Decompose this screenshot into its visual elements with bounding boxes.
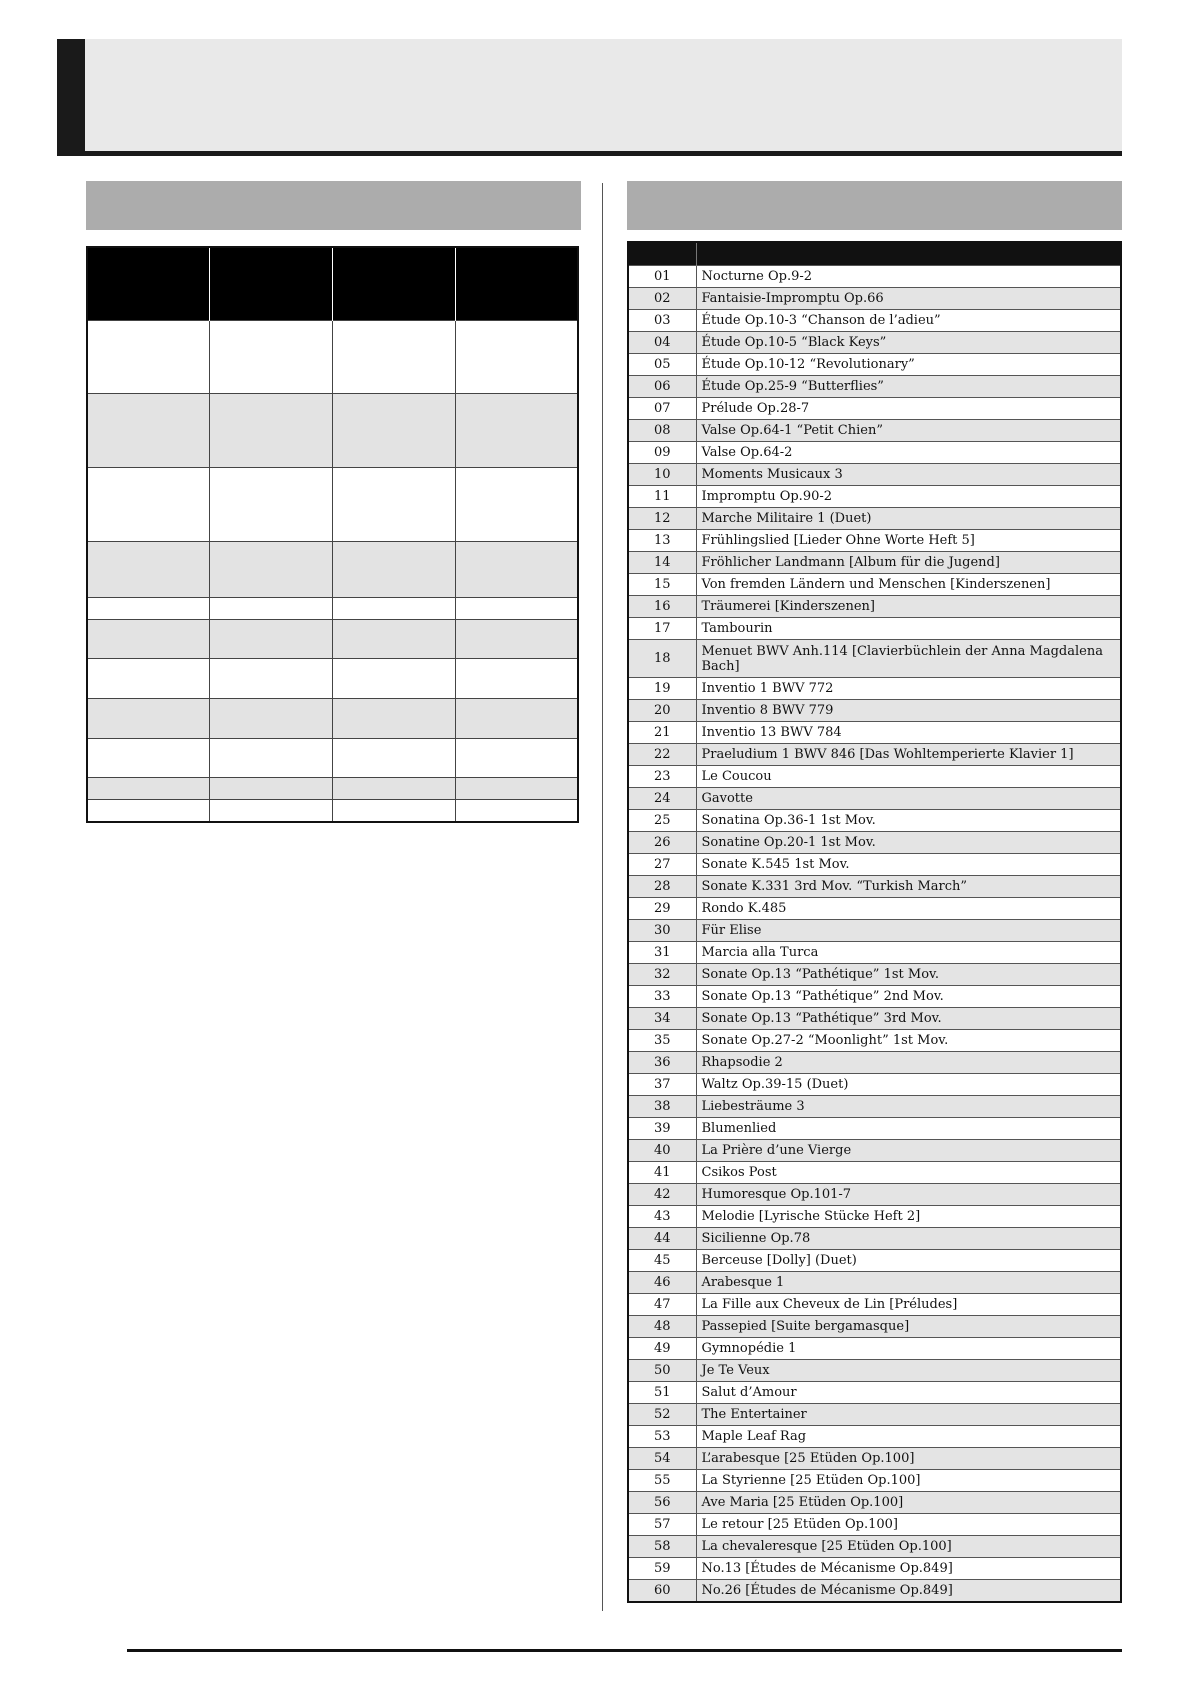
song-row — [628, 744, 1121, 766]
left-table-header-cell — [210, 247, 333, 321]
song-row — [628, 640, 1121, 678]
song-number: 54 — [628, 1448, 696, 1470]
song-number: 48 — [628, 1316, 696, 1338]
song-title: La Styrienne [25 Etüden Op.100] — [696, 1470, 1121, 1492]
song-table-header-row — [628, 242, 1121, 266]
song-row — [628, 354, 1121, 376]
song-title: No.13 [Études de Mécanisme Op.849] — [696, 1558, 1121, 1580]
song-row — [628, 1536, 1121, 1558]
song-row — [628, 942, 1121, 964]
song-title: Sonate Op.13 “Pathétique” 1st Mov. — [696, 964, 1121, 986]
song-title: Passepied [Suite bergamasque] — [696, 1316, 1121, 1338]
song-number: 53 — [628, 1426, 696, 1448]
song-row — [628, 854, 1121, 876]
song-title: Liebesträume 3 — [696, 1096, 1121, 1118]
song-title: Étude Op.10-5 “Black Keys” — [696, 332, 1121, 354]
song-row — [628, 1162, 1121, 1184]
song-title: Salut d’Amour — [696, 1382, 1121, 1404]
song-title: Rhapsodie 2 — [696, 1052, 1121, 1074]
song-title: Étude Op.10-3 “Chanson de l’adieu” — [696, 310, 1121, 332]
song-title: Le retour [25 Etüden Op.100] — [696, 1514, 1121, 1536]
song-number: 13 — [628, 530, 696, 552]
song-row — [628, 618, 1121, 640]
song-number-header — [628, 242, 696, 266]
song-row — [628, 1360, 1121, 1382]
table-row — [87, 542, 578, 598]
song-number: 16 — [628, 596, 696, 618]
table-row — [87, 699, 578, 739]
song-row — [628, 1470, 1121, 1492]
song-title: La chevaleresque [25 Etüden Op.100] — [696, 1536, 1121, 1558]
song-row — [628, 788, 1121, 810]
table-row — [87, 394, 578, 468]
song-number: 20 — [628, 700, 696, 722]
song-title: Sonate Op.27-2 “Moonlight” 1st Mov. — [696, 1030, 1121, 1052]
song-number: 59 — [628, 1558, 696, 1580]
song-number: 24 — [628, 788, 696, 810]
song-title: Impromptu Op.90-2 — [696, 486, 1121, 508]
song-row — [628, 876, 1121, 898]
song-title: Inventio 8 BWV 779 — [696, 700, 1121, 722]
song-number: 42 — [628, 1184, 696, 1206]
song-number: 46 — [628, 1272, 696, 1294]
song-title: Berceuse [Dolly] (Duet) — [696, 1250, 1121, 1272]
song-title: Waltz Op.39-15 (Duet) — [696, 1074, 1121, 1096]
song-number: 22 — [628, 744, 696, 766]
table-row — [87, 321, 578, 394]
table-row — [87, 468, 578, 542]
table-row — [87, 739, 578, 778]
song-title: Melodie [Lyrische Stücke Heft 2] — [696, 1206, 1121, 1228]
song-number: 29 — [628, 898, 696, 920]
song-title: Für Elise — [696, 920, 1121, 942]
song-row — [628, 810, 1121, 832]
song-row — [628, 1492, 1121, 1514]
song-row — [628, 1316, 1121, 1338]
page-header-band — [57, 39, 1122, 156]
song-row — [628, 964, 1121, 986]
song-title-header — [696, 242, 1121, 266]
song-row — [628, 1514, 1121, 1536]
song-title: Inventio 13 BWV 784 — [696, 722, 1121, 744]
table-row — [87, 659, 578, 699]
song-row — [628, 310, 1121, 332]
song-row — [628, 376, 1121, 398]
song-title: Sonate K.331 3rd Mov. “Turkish March” — [696, 876, 1121, 898]
song-title: Sonate Op.13 “Pathétique” 3rd Mov. — [696, 1008, 1121, 1030]
song-number: 26 — [628, 832, 696, 854]
song-title: Rondo K.485 — [696, 898, 1121, 920]
song-number: 39 — [628, 1118, 696, 1140]
song-number: 32 — [628, 964, 696, 986]
song-row — [628, 1426, 1121, 1448]
song-number: 57 — [628, 1514, 696, 1536]
song-number: 08 — [628, 420, 696, 442]
song-title: Gavotte — [696, 788, 1121, 810]
left-section-heading-band — [86, 181, 581, 230]
song-row — [628, 420, 1121, 442]
song-title: Träumerei [Kinderszenen] — [696, 596, 1121, 618]
song-number: 25 — [628, 810, 696, 832]
song-number: 17 — [628, 618, 696, 640]
song-row — [628, 574, 1121, 596]
song-number: 12 — [628, 508, 696, 530]
song-number: 01 — [628, 266, 696, 288]
song-number: 14 — [628, 552, 696, 574]
song-title: Gymnopédie 1 — [696, 1338, 1121, 1360]
song-number: 47 — [628, 1294, 696, 1316]
song-row — [628, 678, 1121, 700]
song-title: Sonatine Op.20-1 1st Mov. — [696, 832, 1121, 854]
song-row — [628, 1008, 1121, 1030]
song-row — [628, 1382, 1121, 1404]
table-row — [87, 778, 578, 800]
song-row — [628, 596, 1121, 618]
song-title: Marche Militaire 1 (Duet) — [696, 508, 1121, 530]
song-number: 33 — [628, 986, 696, 1008]
song-title: Menuet BWV Anh.114 [Clavierbüchlein der Anna Magdalena Bach] — [696, 640, 1121, 678]
song-title: The Entertainer — [696, 1404, 1121, 1426]
song-number: 58 — [628, 1536, 696, 1558]
song-row — [628, 1206, 1121, 1228]
song-row — [628, 766, 1121, 788]
song-number: 19 — [628, 678, 696, 700]
song-title: Frühlingslied [Lieder Ohne Worte Heft 5] — [696, 530, 1121, 552]
song-number: 18 — [628, 640, 696, 678]
right-section-heading-band — [627, 181, 1122, 230]
song-number: 49 — [628, 1338, 696, 1360]
song-number: 07 — [628, 398, 696, 420]
song-row — [628, 552, 1121, 574]
song-title: Csikos Post — [696, 1162, 1121, 1184]
song-row — [628, 1030, 1121, 1052]
song-number: 45 — [628, 1250, 696, 1272]
song-title: Blumenlied — [696, 1118, 1121, 1140]
song-row — [628, 832, 1121, 854]
song-title: Tambourin — [696, 618, 1121, 640]
left-table-header-cell — [455, 247, 578, 321]
song-row — [628, 486, 1121, 508]
left-table-header-cell — [87, 247, 210, 321]
song-title: Marcia alla Turca — [696, 942, 1121, 964]
song-number: 09 — [628, 442, 696, 464]
song-row — [628, 722, 1121, 744]
song-number: 37 — [628, 1074, 696, 1096]
song-row — [628, 464, 1121, 486]
song-row — [628, 332, 1121, 354]
song-title: La Fille aux Cheveux de Lin [Préludes] — [696, 1294, 1121, 1316]
song-row — [628, 1558, 1121, 1580]
song-row — [628, 530, 1121, 552]
song-number: 23 — [628, 766, 696, 788]
song-row — [628, 986, 1121, 1008]
table-row — [87, 598, 578, 620]
song-title: Inventio 1 BWV 772 — [696, 678, 1121, 700]
song-row — [628, 1338, 1121, 1360]
song-list-table — [627, 241, 1122, 1603]
song-row — [628, 1294, 1121, 1316]
table-row — [87, 620, 578, 659]
song-number: 41 — [628, 1162, 696, 1184]
song-number: 03 — [628, 310, 696, 332]
song-row — [628, 1580, 1121, 1603]
song-number: 11 — [628, 486, 696, 508]
song-row — [628, 1448, 1121, 1470]
table-row — [87, 800, 578, 822]
song-title: Nocturne Op.9-2 — [696, 266, 1121, 288]
song-row — [628, 1096, 1121, 1118]
song-title: Étude Op.25-9 “Butterflies” — [696, 376, 1121, 398]
song-number: 35 — [628, 1030, 696, 1052]
song-number: 28 — [628, 876, 696, 898]
song-title: La Prière d’une Vierge — [696, 1140, 1121, 1162]
left-table-header-row — [87, 247, 578, 321]
song-number: 10 — [628, 464, 696, 486]
song-number: 60 — [628, 1580, 696, 1603]
song-row — [628, 700, 1121, 722]
song-title: Fröhlicher Landmann [Album für die Jugend] — [696, 552, 1121, 574]
column-divider — [602, 183, 603, 1611]
song-number: 51 — [628, 1382, 696, 1404]
song-title: Sonate Op.13 “Pathétique” 2nd Mov. — [696, 986, 1121, 1008]
song-row — [628, 288, 1121, 310]
song-title: Je Te Veux — [696, 1360, 1121, 1382]
song-row — [628, 920, 1121, 942]
song-title: L’arabesque [25 Etüden Op.100] — [696, 1448, 1121, 1470]
song-number: 34 — [628, 1008, 696, 1030]
song-title: Valse Op.64-2 — [696, 442, 1121, 464]
song-title: Fantaisie-Impromptu Op.66 — [696, 288, 1121, 310]
left-table-header-cell — [333, 247, 456, 321]
song-row — [628, 898, 1121, 920]
song-number: 21 — [628, 722, 696, 744]
left-data-table — [86, 246, 579, 823]
footer-rule — [127, 1649, 1122, 1652]
song-title: Maple Leaf Rag — [696, 1426, 1121, 1448]
song-row — [628, 1118, 1121, 1140]
song-title: Sonatina Op.36-1 1st Mov. — [696, 810, 1121, 832]
song-title: Arabesque 1 — [696, 1272, 1121, 1294]
song-title: Le Coucou — [696, 766, 1121, 788]
song-row — [628, 1140, 1121, 1162]
song-title: Ave Maria [25 Etüden Op.100] — [696, 1492, 1121, 1514]
song-row — [628, 1404, 1121, 1426]
song-row — [628, 1184, 1121, 1206]
song-title: Prélude Op.28-7 — [696, 398, 1121, 420]
song-row — [628, 442, 1121, 464]
song-number: 44 — [628, 1228, 696, 1250]
song-number: 27 — [628, 854, 696, 876]
song-number: 55 — [628, 1470, 696, 1492]
song-row — [628, 1250, 1121, 1272]
song-number: 56 — [628, 1492, 696, 1514]
song-number: 40 — [628, 1140, 696, 1162]
song-row — [628, 1272, 1121, 1294]
song-title: Praeludium 1 BWV 846 [Das Wohltemperierte Klavier 1] — [696, 744, 1121, 766]
song-number: 06 — [628, 376, 696, 398]
song-row — [628, 398, 1121, 420]
song-row — [628, 508, 1121, 530]
song-number: 02 — [628, 288, 696, 310]
song-number: 36 — [628, 1052, 696, 1074]
song-title: Étude Op.10-12 “Revolutionary” — [696, 354, 1121, 376]
song-title: Moments Musicaux 3 — [696, 464, 1121, 486]
song-number: 38 — [628, 1096, 696, 1118]
song-number: 15 — [628, 574, 696, 596]
song-title: Valse Op.64-1 “Petit Chien” — [696, 420, 1121, 442]
song-title: Humoresque Op.101-7 — [696, 1184, 1121, 1206]
song-number: 05 — [628, 354, 696, 376]
song-number: 43 — [628, 1206, 696, 1228]
song-title: Von fremden Ländern und Menschen [Kinderszenen] — [696, 574, 1121, 596]
song-number: 04 — [628, 332, 696, 354]
song-table-body — [628, 266, 1121, 1603]
song-row — [628, 1074, 1121, 1096]
song-number: 31 — [628, 942, 696, 964]
header-accent-bar — [57, 39, 85, 151]
song-row — [628, 1052, 1121, 1074]
song-row — [628, 1228, 1121, 1250]
song-number: 52 — [628, 1404, 696, 1426]
song-title: Sicilienne Op.78 — [696, 1228, 1121, 1250]
song-row — [628, 266, 1121, 288]
song-title: Sonate K.545 1st Mov. — [696, 854, 1121, 876]
song-number: 50 — [628, 1360, 696, 1382]
song-title: No.26 [Études de Mécanisme Op.849] — [696, 1580, 1121, 1603]
song-number: 30 — [628, 920, 696, 942]
